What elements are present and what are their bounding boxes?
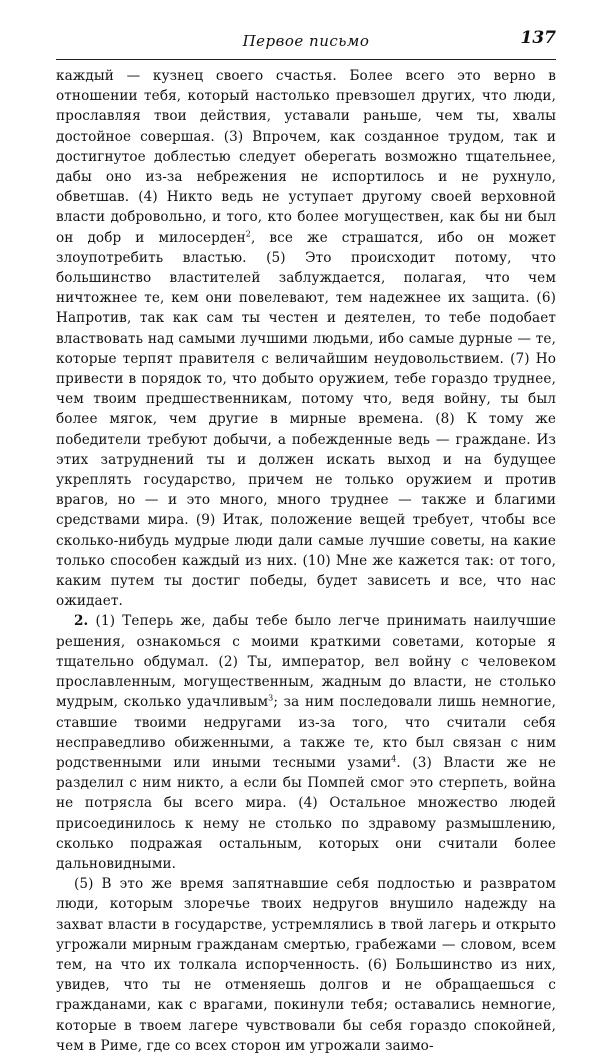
paragraph-3: [56, 874, 556, 1056]
footnote-ref-4[interactable]: 4: [391, 754, 397, 764]
paragraph-3-text: (5) В это же время запятнавшие себя подлостью и развратом люди, которым злоречье твоих недругов внушило надежду на захват власти в государстве, устремлялись в твой лагерь и открыто угрожали мирным гражданам смертью, грабежами — словом, всем тем, на что их толкала испорченность. (6) Большинство из них, увидев, что ты не отменяешь долгов и не обращаешься с гражданами, как с врагами, покинули тебя; оставались немногие, которые в твоем лагере чувствовали бы себя гораздо спокойней, чем в Риме, где со всех сторон им угрожали заимо-: [56, 876, 556, 1054]
page-body: [56, 66, 556, 1056]
paragraph-1-text-cont: , все же страшатся, ибо он может злоупотребить властью. (5) Это происходит потому, что большинство властителей заблуждается, полагая, что чем ничтожнее те, кем они повелевают, тем надежнее их защита. (6) Напротив, так как сам ты честен и деятелен, то тебе подобает властвовать над самыми лучшими людьми, ибо самые дурные — те, которые терпят правителя с величайшим неудовольствием. (7) Но привести в порядок то, что добыто оружием, тебе гораздо труднее, чем твоим предшественникам, потому что, ведя войну, ты был более мягок, чем другие в мирные времена. (8) К тому же победители требуют добычи, а побежденные ведь — граждане. Из этих затруднений ты и должен искать выход и на будущее укреплять государство, причем не только оружием и против врагов, но — и это много, много труднее — также и благими средствами мира. (9) Итак, положение вещей требует, чтобы все сколько-нибудь мудрые люди дали самые лучшие советы, на какие только способен каждый из них. (10) Мне же кажется так: от того, каким путем ты достиг победы, будет зависеть и все, что нас ожидает.: [56, 229, 557, 610]
paragraph-2: [56, 611, 556, 874]
section-number: 2.: [74, 613, 89, 630]
footnote-ref-2[interactable]: 2: [245, 229, 251, 239]
paragraph-1-text: каждый — кузнец своего счастья. Более всего это верно в отношении тебя, который настолько превзошел других, что люди, прославляя твои действия, уставали раньше, чем ты, хвалы достойное совершая. (3) Впрочем, как созданное трудом, так и достигнутое доблестью следует оберегать возможно тщательнее, дабы оно из-за небрежения не испортилось и не рухнуло, обветшав. (4) Никто ведь не уступает другому своей верховной власти добровольно, и того, кто более могуществен, как бы ни был он добр и милосерден: [56, 68, 556, 246]
paragraph-1: [56, 66, 556, 611]
paragraph-2-text: (1) Теперь же, дабы тебе было легче принимать наилучшие решения, ознакомься с моими краткими советами, которые я тщательно обдумал. (2) Ты, император, вел войну с человеком прославленным, могущественным, жадным до власти, не столько мудрым, сколько удачливым: [56, 613, 556, 711]
paragraph-2-text-cont: . (3) Власти же не разделил с ним никто, а если бы Помпей смог это стерпеть, война не потрясла бы всего мира. (4) Остальное множество людей присоединилось к нему не столько по здравому размышлению, сколько подражая остальным, которых они считали более дальновидными.: [56, 754, 556, 872]
header-rule: [56, 59, 556, 60]
paragraph-2-text-mid: ; за ним последовали лишь немногие, ставшие твоими недругами из-за того, что считали себя несправедливо обиженными, а также те, кто был связан с ним родственными или иными тесными узами: [56, 694, 556, 771]
footnote-ref-3[interactable]: 3: [268, 693, 274, 703]
running-header: [56, 24, 556, 52]
page-number: 137: [520, 28, 556, 48]
running-title: Первое письмо: [242, 32, 370, 50]
